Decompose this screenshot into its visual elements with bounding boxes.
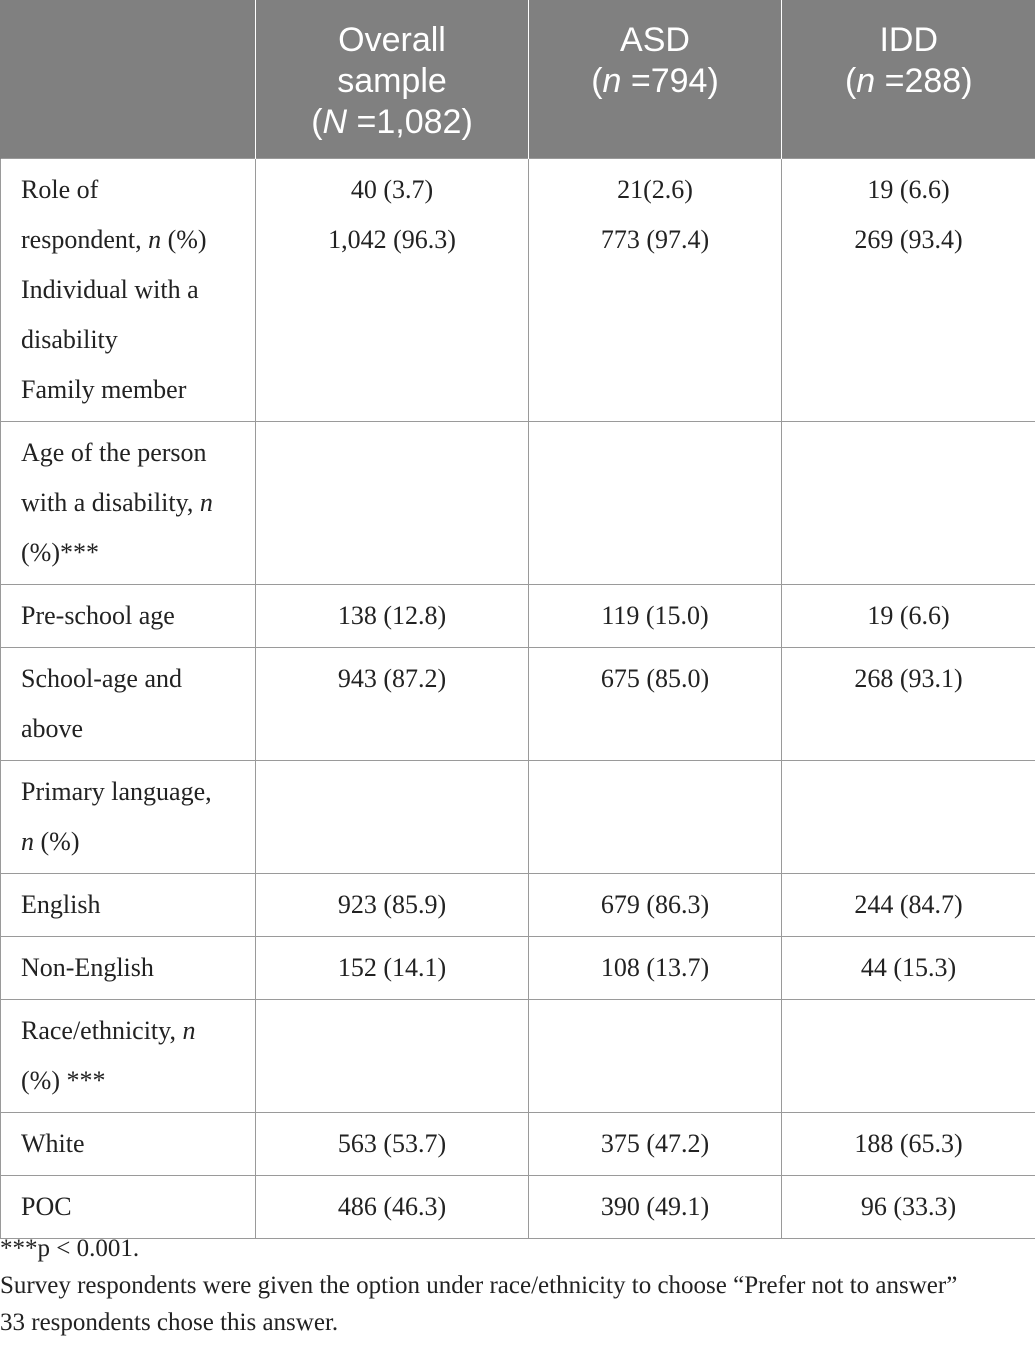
cell-asd	[529, 422, 782, 585]
cell-line: 44 (15.3)	[860, 953, 957, 982]
table-row	[1, 937, 1035, 1000]
cell-line: Role of	[21, 175, 99, 204]
cell-asd	[529, 761, 782, 874]
cell-line: with a disability, n	[21, 488, 213, 517]
cell-line: Family member	[21, 375, 187, 404]
cell-line: above	[21, 714, 84, 743]
table-body	[1, 159, 1035, 1239]
cell-overall	[256, 422, 529, 585]
header-line: IDD	[879, 21, 939, 59]
cell-idd	[782, 159, 1035, 422]
header-line: sample	[337, 62, 447, 100]
cell-idd	[782, 422, 1035, 585]
row-label	[1, 159, 256, 422]
cell-line: Individual with a	[21, 275, 199, 304]
row-label	[1, 1113, 256, 1176]
row-label	[1, 874, 256, 937]
cell-line: disability	[21, 325, 118, 354]
cell-line: Non-English	[21, 953, 154, 982]
cell-overall	[256, 1000, 529, 1113]
cell-line: 486 (46.3)	[337, 1192, 447, 1221]
cell-asd	[529, 159, 782, 422]
cell-line: 119 (15.0)	[601, 601, 709, 630]
table-row	[1, 874, 1035, 937]
cell-line: (%) ***	[21, 1066, 106, 1095]
cell-line: Pre-school age	[21, 601, 175, 630]
cell-line: 108 (13.7)	[600, 953, 710, 982]
table-row	[1, 648, 1035, 761]
header-asd	[529, 0, 782, 159]
table-row	[1, 585, 1035, 648]
row-label	[1, 648, 256, 761]
cell-overall	[256, 937, 529, 1000]
cell-overall	[256, 648, 529, 761]
cell-line: 773 (97.4)	[600, 225, 710, 254]
cell-line: 390 (49.1)	[600, 1192, 710, 1221]
cell-overall	[256, 761, 529, 874]
footnotes	[0, 1230, 1035, 1341]
cell-idd	[782, 1113, 1035, 1176]
cell-overall	[256, 159, 529, 422]
table-row	[1, 422, 1035, 585]
header-line: ASD	[620, 21, 690, 59]
cell-line: 138 (12.8)	[337, 601, 447, 630]
header-line: (n =794)	[591, 62, 719, 100]
cell-asd	[529, 585, 782, 648]
cell-line: 675 (85.0)	[600, 664, 710, 693]
header-empty	[1, 0, 256, 159]
table-header	[1, 0, 1035, 159]
row-label	[1, 585, 256, 648]
cell-line: School-age and	[21, 664, 183, 693]
header-idd	[782, 0, 1035, 159]
table-row	[1, 1113, 1035, 1176]
cell-line: POC	[21, 1192, 72, 1221]
cell-line: English	[21, 890, 101, 919]
row-label	[1, 761, 256, 874]
cell-line: 152 (14.1)	[337, 953, 447, 982]
cell-line: 923 (85.9)	[337, 890, 447, 919]
cell-asd	[529, 1113, 782, 1176]
cell-line: 40 (3.7)	[350, 175, 434, 204]
cell-idd	[782, 874, 1035, 937]
header-line: (N =1,082)	[311, 103, 473, 141]
cell-line: 19 (6.6)	[867, 601, 950, 630]
cell-idd	[782, 937, 1035, 1000]
header-overall-sample	[256, 0, 529, 159]
cell-line: (%)***	[21, 538, 99, 567]
cell-overall	[256, 1113, 529, 1176]
cell-line: 563 (53.7)	[337, 1129, 447, 1158]
cell-line: 188 (65.3)	[854, 1129, 963, 1158]
cell-line: 244 (84.7)	[854, 890, 963, 919]
cell-idd	[782, 1000, 1035, 1113]
cell-asd	[529, 874, 782, 937]
cell-overall	[256, 874, 529, 937]
cell-line: 21(2.6)	[617, 175, 693, 204]
cell-idd	[782, 648, 1035, 761]
cell-idd	[782, 761, 1035, 874]
cell-line: 375 (47.2)	[600, 1129, 710, 1158]
footnote-race-option: Survey respondents were given the option under race/ethnicity to choose “Prefer not to answer”	[0, 1272, 958, 1299]
cell-line: 679 (86.3)	[600, 890, 710, 919]
cell-line: 268 (93.1)	[854, 664, 963, 693]
header-line: Overall	[338, 21, 446, 59]
cell-line: Primary language,	[21, 777, 212, 806]
cell-idd	[782, 585, 1035, 648]
cell-line: Race/ethnicity, n	[21, 1016, 196, 1045]
cell-overall	[256, 585, 529, 648]
footnote-significance: ***p < 0.001.	[0, 1235, 140, 1262]
cell-line: n (%)	[21, 827, 80, 856]
cell-asd	[529, 1000, 782, 1113]
cell-asd	[529, 937, 782, 1000]
row-label	[1, 422, 256, 585]
cell-line: 19 (6.6)	[867, 175, 950, 204]
table-row	[1, 1000, 1035, 1113]
table-row	[1, 761, 1035, 874]
row-label	[1, 1000, 256, 1113]
cell-line: Age of the person	[21, 438, 207, 467]
cell-line: respondent, n (%)	[21, 225, 207, 254]
header-line: (n =288)	[844, 62, 973, 100]
cell-line: 943 (87.2)	[337, 664, 447, 693]
cell-line: 96 (33.3)	[860, 1192, 957, 1221]
footnote-count: 33 respondents chose this answer.	[0, 1309, 339, 1336]
row-label	[1, 937, 256, 1000]
cell-line: 1,042 (96.3)	[328, 225, 456, 254]
cell-line: 269 (93.4)	[854, 225, 963, 254]
table-row	[1, 159, 1035, 422]
cell-asd	[529, 648, 782, 761]
cell-line: White	[21, 1129, 85, 1158]
